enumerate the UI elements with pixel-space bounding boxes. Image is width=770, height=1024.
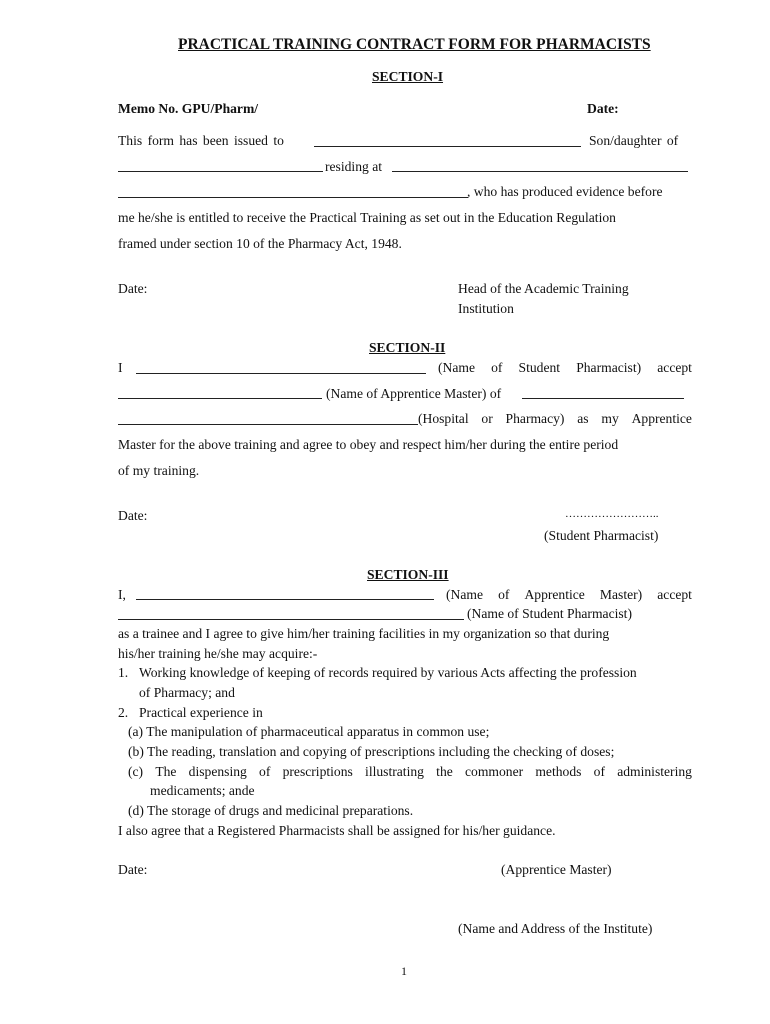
- word: as: [577, 411, 589, 426]
- item-2c-continued: medicaments; ande: [150, 783, 255, 798]
- head-of-institution-line-2: Institution: [458, 301, 514, 316]
- word: my: [601, 411, 619, 426]
- guidance-text: I also agree that a Registered Pharmacists shall be assigned for his/her guidance.: [118, 823, 556, 838]
- trainee-name-field[interactable]: [118, 619, 464, 620]
- issued-to-label: This form has been issued to: [118, 133, 284, 148]
- item-2d: (d) The storage of drugs and medicinal preparations.: [128, 803, 414, 818]
- word: of: [593, 764, 605, 779]
- word: methods: [535, 764, 582, 779]
- may-acquire-text: his/her training he/she may acquire:-: [118, 646, 318, 661]
- institute-name-address-label: (Name and Address of the Institute): [458, 921, 653, 936]
- section-3-date-label: Date:: [118, 862, 148, 877]
- address-field[interactable]: [118, 197, 468, 198]
- word: The: [155, 764, 177, 779]
- section-2-paragraph-line-1: Master for the above training and agree to obey and respect him/her during the entire period: [118, 437, 619, 452]
- student-pharmacist-signature-label: (Student Pharmacist): [544, 528, 659, 543]
- word: Master): [599, 587, 643, 602]
- item-1-text-continued: of Pharmacy; and: [139, 685, 235, 700]
- son-daughter-label: Son/daughter of: [589, 133, 679, 148]
- apprentice-master-label: (Name of Apprentice Master) of: [326, 386, 502, 401]
- word: (Name: [446, 587, 483, 602]
- word: Apprentice: [524, 587, 585, 602]
- memo-date-label: Date:: [587, 101, 619, 116]
- item-2b: (b) The reading, translation and copying of prescriptions including the checking of doses;: [128, 744, 615, 759]
- item-2a: (a) The manipulation of pharmaceutical apparatus in common use;: [128, 724, 490, 739]
- student-signature-dots: ……………………..: [565, 508, 659, 520]
- memo-number: Memo No. GPU/Pharm/: [118, 101, 259, 116]
- word: the: [436, 764, 453, 779]
- master-name-field[interactable]: [136, 599, 434, 600]
- apprentice-master-field[interactable]: [118, 398, 322, 399]
- word: accept: [657, 587, 692, 602]
- word: of: [498, 587, 510, 602]
- item-2-text: Practical experience in: [139, 705, 263, 720]
- item-1-text: Working knowledge of keeping of records required by various Acts affecting the profession: [139, 665, 637, 680]
- section-2-i: I: [118, 360, 123, 375]
- item-2-number: 2.: [118, 705, 129, 720]
- evidence-text: , who has produced evidence before: [467, 184, 663, 199]
- student-pharmacist-label: (Name of Student Pharmacist): [467, 606, 632, 621]
- section-2-date-label: Date:: [118, 508, 148, 523]
- section-1-paragraph-line-1: me he/she is entitled to receive the Practical Training as set out in the Education Regulation: [118, 210, 616, 225]
- word: Student: [518, 360, 561, 375]
- word: of: [491, 360, 503, 375]
- residing-label: residing at: [325, 159, 383, 174]
- apprentice-master-signature-label: (Apprentice Master): [501, 862, 612, 877]
- section-3-heading: SECTION-III: [367, 567, 449, 582]
- master-accept-text: [446, 588, 692, 602]
- page-number: 1: [401, 964, 407, 978]
- section-2-paragraph-line-2: of my training.: [118, 463, 200, 478]
- section-1-date-label: Date:: [118, 281, 148, 296]
- word: (Hospital: [418, 411, 469, 426]
- word: accept: [657, 360, 692, 375]
- residing-field[interactable]: [392, 171, 688, 172]
- word: (c): [128, 764, 144, 779]
- word: (Name: [438, 360, 475, 375]
- section-2-heading: SECTION-II: [369, 340, 446, 355]
- hospital-pharmacy-field[interactable]: [118, 424, 418, 425]
- head-of-institution-line-1: Head of the Academic Training: [458, 281, 629, 296]
- student-accept-text: [438, 361, 692, 375]
- section-3-i: I,: [118, 587, 126, 602]
- word: administering: [617, 764, 692, 779]
- apprentice-place-field[interactable]: [522, 398, 684, 399]
- word: illustrating: [365, 764, 424, 779]
- word: Pharmacy): [505, 411, 565, 426]
- word: or: [481, 411, 493, 426]
- word: commoner: [465, 764, 524, 779]
- item-2c: [128, 765, 692, 779]
- student-name-field[interactable]: [136, 373, 426, 374]
- word: of: [259, 764, 271, 779]
- issued-to-field[interactable]: [314, 146, 581, 147]
- word: Pharmacist): [576, 360, 642, 375]
- word: prescriptions: [282, 764, 353, 779]
- trainee-text: as a trainee and I agree to give him/her training facilities in my organization so that during: [118, 626, 610, 641]
- word: dispensing: [188, 764, 247, 779]
- form-title: PRACTICAL TRAINING CONTRACT FORM FOR PHARMACISTS: [178, 36, 651, 53]
- section-1-heading: SECTION-I: [372, 69, 444, 84]
- section-1-paragraph-line-2: framed under section 10 of the Pharmacy Act, 1948.: [118, 236, 402, 251]
- hospital-pharmacy-text: [418, 412, 692, 426]
- parent-name-field[interactable]: [118, 171, 323, 172]
- word: Apprentice: [631, 411, 692, 426]
- item-1-number: 1.: [118, 665, 129, 680]
